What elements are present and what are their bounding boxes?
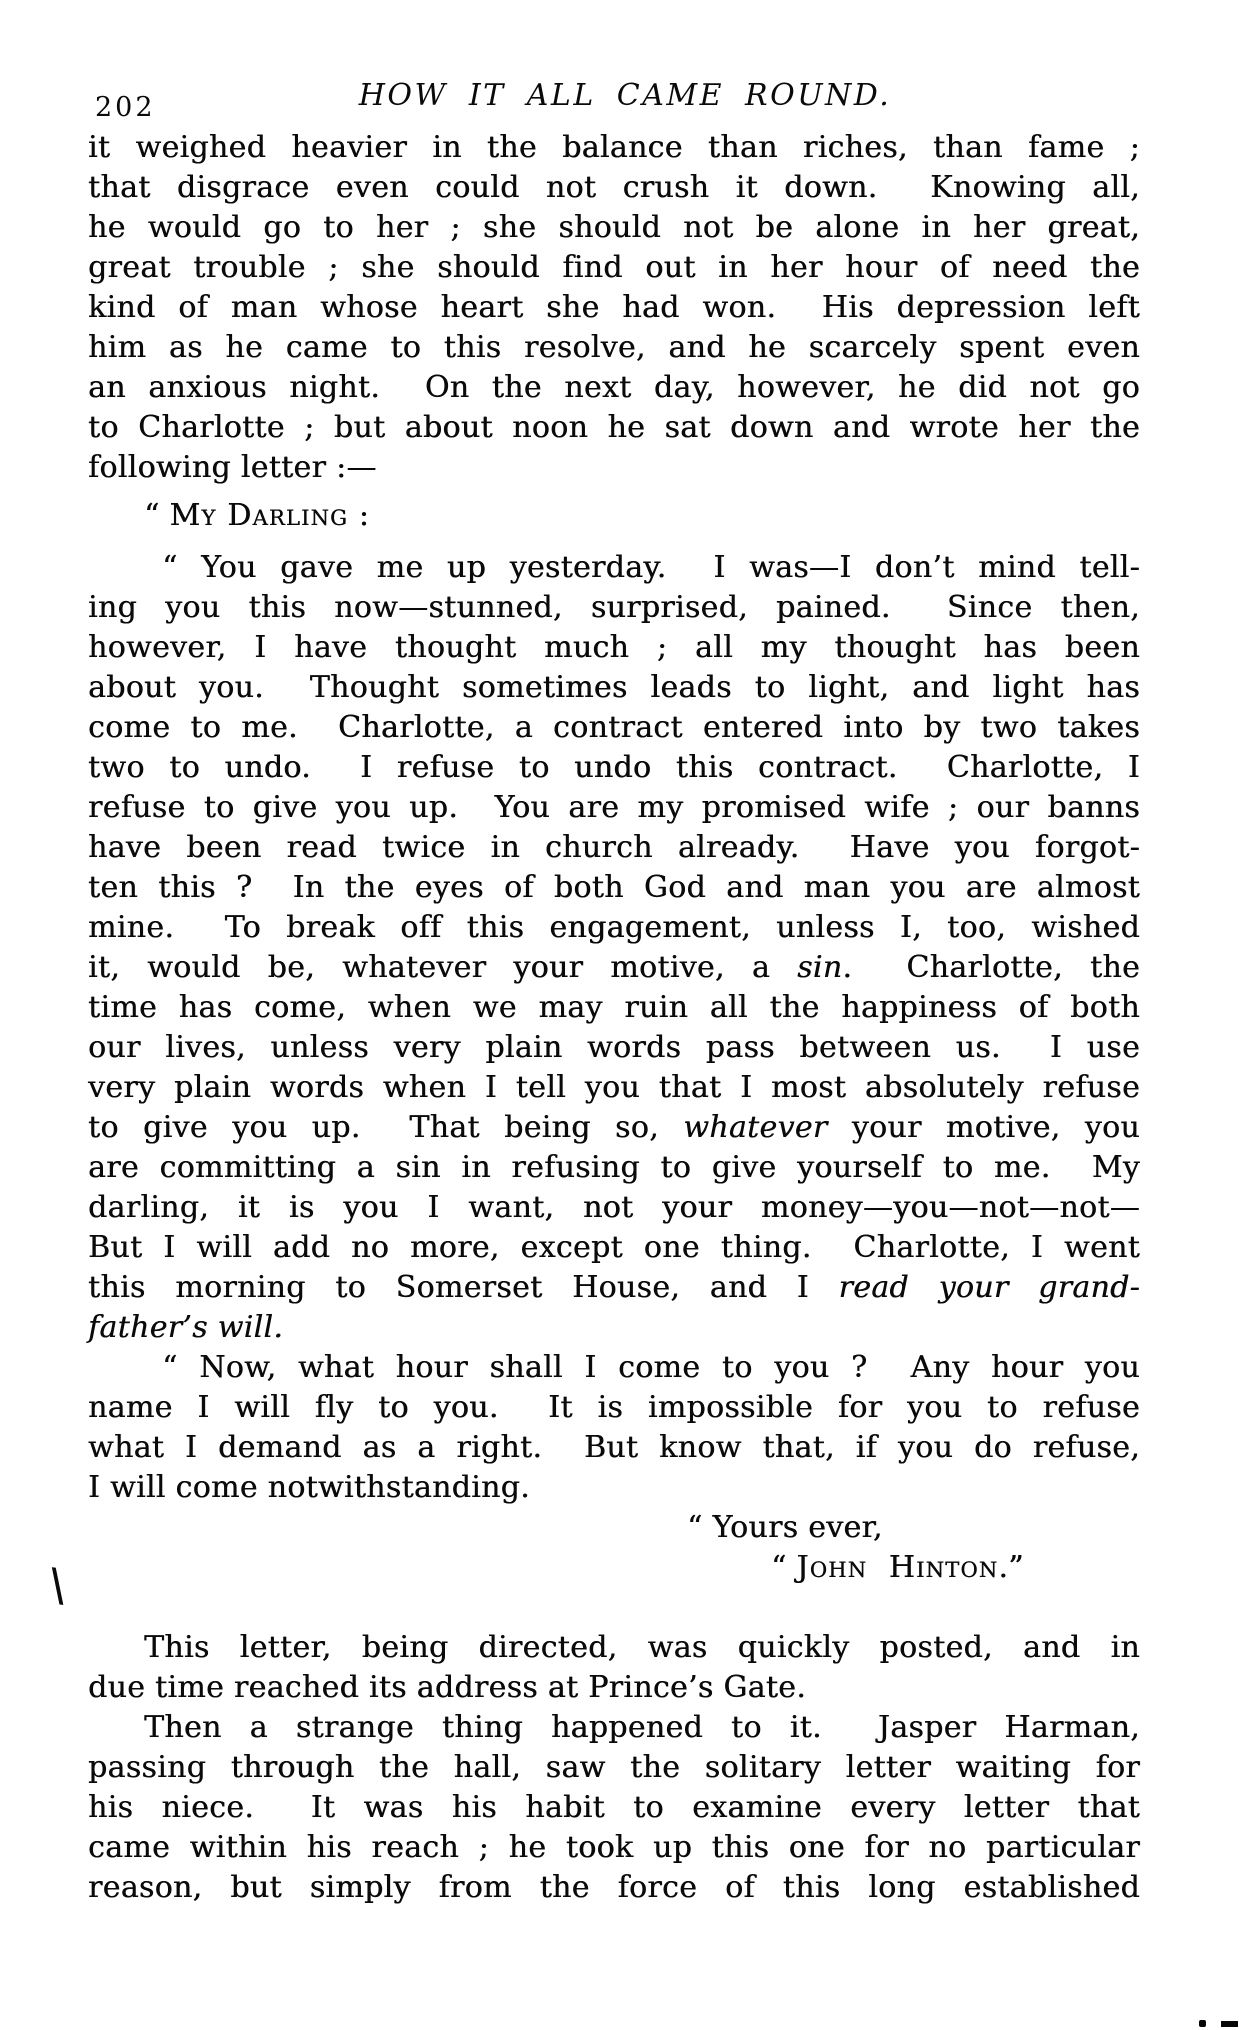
- text-line: [88, 708, 1140, 748]
- text-line: [88, 948, 1140, 988]
- text-line: [88, 868, 1140, 908]
- text-run: due time reached its address at Prince’s Gate.: [88, 1670, 807, 1705]
- text-run: he would go to her ; she should not be alone in her great,: [88, 210, 1140, 245]
- text-run: however, I have thought much ; all my thought has been: [88, 630, 1140, 665]
- text-run: time has come, when we may ruin all the happiness of both: [88, 990, 1140, 1025]
- text-line: [88, 1468, 1140, 1508]
- text-run: it, would be, whatever your motive, a: [88, 950, 798, 985]
- text-run: very plain words when I tell you that I most absolutely refuse: [88, 1070, 1140, 1105]
- text-run: an anxious night. On the next day, however, he did not go: [88, 370, 1140, 405]
- text-run: But I will add no more, except one thing. Charlotte, I went: [88, 1230, 1140, 1265]
- text-run: this morning to Somerset House, and I: [88, 1270, 839, 1305]
- text-column: [88, 128, 1140, 1908]
- text-line: [88, 1348, 1140, 1388]
- text-run: .”: [998, 1550, 1024, 1585]
- text-line: [88, 408, 1140, 448]
- text-line: [88, 208, 1140, 248]
- text-line: [88, 1428, 1140, 1468]
- text-run: ing you this now—stunned, surprised, pained. Since then,: [88, 590, 1140, 625]
- page-header: [88, 78, 1140, 124]
- text-line: [88, 588, 1140, 628]
- text-run: his niece. It was his habit to examine every letter that: [88, 1790, 1140, 1825]
- jasper-paragraph: [88, 1708, 1140, 1908]
- text-line: [88, 748, 1140, 788]
- text-line: [88, 1028, 1140, 1068]
- italic-run: read your grand-: [838, 1270, 1140, 1305]
- text-line: [88, 1308, 1140, 1348]
- page-number: 202: [95, 92, 156, 123]
- text-line: [88, 628, 1140, 668]
- text-run: our lives, unless very plain words pass between us. I use: [88, 1030, 1140, 1065]
- text-run: following letter :—: [88, 450, 377, 485]
- text-run: kind of man whose heart she had won. His depression left: [88, 290, 1140, 325]
- text-line: [88, 1388, 1140, 1428]
- posted-paragraph: [88, 1628, 1140, 1708]
- text-run: “: [144, 498, 170, 533]
- text-run: I will come notwithstanding.: [88, 1470, 530, 1505]
- text-run: “: [771, 1550, 797, 1585]
- letter-request-paragraph: [88, 1348, 1140, 1508]
- text-line: [88, 908, 1140, 948]
- text-line: [88, 788, 1140, 828]
- text-line: [88, 496, 1140, 536]
- letter-greeting: [88, 496, 1140, 536]
- text-run: it weighed heavier in the balance than riches, than fame ;: [88, 130, 1140, 165]
- text-line: [88, 1828, 1140, 1868]
- text-run: what I demand as a right. But know that, if you do refuse,: [88, 1430, 1140, 1465]
- text-line: [88, 1788, 1140, 1828]
- text-run: are committing a sin in refusing to give yourself to me. My: [88, 1150, 1140, 1185]
- text-line: [88, 548, 1140, 588]
- text-line: [88, 288, 1140, 328]
- text-run: reason, but simply from the force of this long established: [88, 1870, 1140, 1905]
- opening-continuation-paragraph: [88, 128, 1140, 488]
- text-run: mine. To break off this engagement, unless I, too, wished: [88, 910, 1140, 945]
- text-line: [88, 1708, 1140, 1748]
- text-line: [88, 128, 1140, 168]
- text-run: ten this ? In the eyes of both God and man you are almost: [88, 870, 1140, 905]
- letter-body-paragraph: [88, 548, 1140, 1348]
- scan-artifact-dash: [1221, 2021, 1238, 2027]
- text-run: two to undo. I refuse to undo this contract. Charlotte, I: [88, 750, 1140, 785]
- text-line: [88, 1108, 1140, 1148]
- italic-run: sin: [797, 950, 843, 985]
- text-run: This letter, being directed, was quickly posted, and in: [144, 1630, 1140, 1665]
- text-line: [88, 328, 1140, 368]
- text-line: [88, 1188, 1140, 1228]
- text-run: that disgrace even could not crush it down. Knowing all,: [88, 170, 1140, 205]
- text-line: [88, 168, 1140, 208]
- text-run: . Charlotte, the: [842, 950, 1140, 985]
- text-run: “ Now, what hour shall I come to you ? Any hour you: [162, 1350, 1140, 1385]
- smallcaps-run: My Darling :: [169, 498, 371, 533]
- italic-run: father’s will.: [88, 1310, 284, 1345]
- text-run: your motive, you: [827, 1110, 1140, 1145]
- text-run: Then a strange thing happened to it. Jasper Harman,: [144, 1710, 1140, 1745]
- text-line: [88, 1148, 1140, 1188]
- text-run: to Charlotte ; but about noon he sat down and wrote her the: [88, 410, 1140, 445]
- text-line: [88, 1628, 1140, 1668]
- text-line: [88, 1868, 1140, 1908]
- text-line: [88, 668, 1140, 708]
- italic-run: whatever: [683, 1110, 828, 1145]
- smallcaps-run: John Hinton: [796, 1550, 999, 1585]
- text-run: to give you up. That being so,: [88, 1110, 684, 1145]
- text-line: [88, 248, 1140, 288]
- text-line: [88, 1668, 1140, 1708]
- text-run: great trouble ; she should find out in her hour of need the: [88, 250, 1140, 285]
- text-run: him as he came to this resolve, and he scarcely spent even: [88, 330, 1140, 365]
- text-run: “ Yours ever,: [687, 1510, 883, 1545]
- text-line: [88, 368, 1140, 408]
- text-line: [88, 448, 1140, 488]
- text-run: refuse to give you up. You are my promised wife ; our banns: [88, 790, 1140, 825]
- text-line: [88, 1268, 1140, 1308]
- text-run: “ You gave me up yesterday. I was—I don’t mind tell-: [162, 550, 1140, 585]
- text-run: name I will fly to you. It is impossible for you to refuse: [88, 1390, 1140, 1425]
- scan-artifact-dot: [1199, 2020, 1206, 2027]
- text-line: [687, 1508, 1140, 1548]
- text-run: passing through the hall, saw the solitary letter waiting for: [88, 1750, 1140, 1785]
- text-line: [88, 1228, 1140, 1268]
- text-run: have been read twice in church already. Have you forgot-: [88, 830, 1140, 865]
- text-run: came within his reach ; he took up this one for no particular: [88, 1830, 1140, 1865]
- text-line: [88, 828, 1140, 868]
- running-title: HOW IT ALL CAME ROUND.: [358, 78, 892, 113]
- stray-pen-mark: \: [47, 1559, 68, 1612]
- text-line: [88, 988, 1140, 1028]
- text-line: [771, 1548, 1140, 1588]
- text-run: come to me. Charlotte, a contract entered into by two takes: [88, 710, 1140, 745]
- text-run: darling, it is you I want, not your money—you—not—not—: [88, 1190, 1140, 1225]
- text-run: about you. Thought sometimes leads to light, and light has: [88, 670, 1140, 705]
- letter-signoff: [88, 1508, 1140, 1588]
- text-line: [88, 1748, 1140, 1788]
- text-line: [88, 1068, 1140, 1108]
